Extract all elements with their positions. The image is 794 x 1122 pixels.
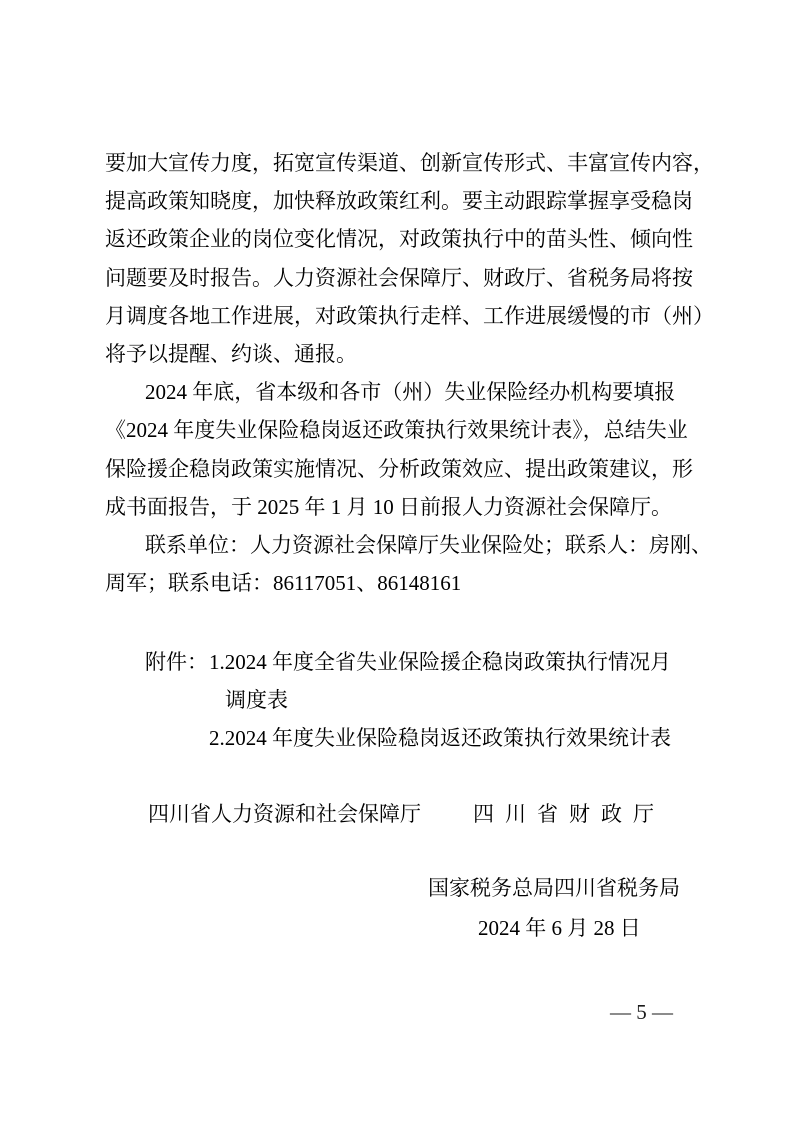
attachment-item-1-title-line-1: 2024 年度全省失业保险援企稳岗政策执行情况月: [224, 650, 671, 674]
attachment-item-2-number: 2.: [209, 726, 225, 751]
attachment-item-1: [145, 643, 725, 681]
attachments-label: 附件：: [145, 650, 208, 674]
page-number: — 5 —: [610, 1000, 673, 1024]
attachment-item-2: [145, 719, 725, 757]
body-line: 月调度各地工作进展，对政策执行走样、工作进展缓慢的市（州）: [105, 303, 714, 328]
body-line: 提高政策知晓度，加快释放政策红利。要主动跟踪掌握享受稳岗: [105, 189, 693, 214]
body-line: 《2024 年度失业保险稳岗返还政策执行效果统计表》，总结失业: [105, 418, 688, 443]
body-line: 联系单位：人力资源社会保障厅失业保险处；联系人：房刚、: [145, 533, 712, 558]
body-line: 周军；联系电话：86117051、86148161: [105, 571, 462, 596]
attachment-item-1-number: 1.: [209, 650, 225, 674]
attachment-item-2-title: 2024 年度失业保险稳岗返还政策执行效果统计表: [224, 726, 671, 751]
signature-date: 2024 年 6 月 28 日: [478, 916, 641, 940]
signature-agency-hrss: 四川省人力资源和社会保障厅: [148, 802, 421, 826]
signature-agency-finance: 四川省财政厅: [473, 802, 665, 826]
attachments-section: [145, 643, 725, 758]
signature-agency-tax: 国家税务总局四川省税务局: [428, 876, 680, 900]
body-line: 问题要及时报告。人力资源社会保障厅、财政厅、省税务局将按: [105, 265, 693, 290]
body-line: 成书面报告，于 2025 年 1 月 10 日前报人力资源社会保障厅。: [105, 494, 672, 519]
body-line: 2024 年底，省本级和各市（州）失业保险经办机构要填报: [145, 380, 676, 405]
body-line: 保险援企稳岗政策实施情况、分析政策效应、提出政策建议，形: [105, 456, 693, 481]
attachment-item-1-title-line-2: 调度表: [225, 688, 288, 713]
body-line: 返还政策企业的岗位变化情况，对政策执行中的苗头性、倾向性: [105, 227, 693, 252]
body-line: 要加大宣传力度，拓宽宣传渠道、创新宣传形式、丰富宣传内容，: [105, 151, 714, 175]
body-line: 将予以提醒、约谈、通报。: [105, 342, 357, 367]
document-body: [105, 144, 730, 602]
